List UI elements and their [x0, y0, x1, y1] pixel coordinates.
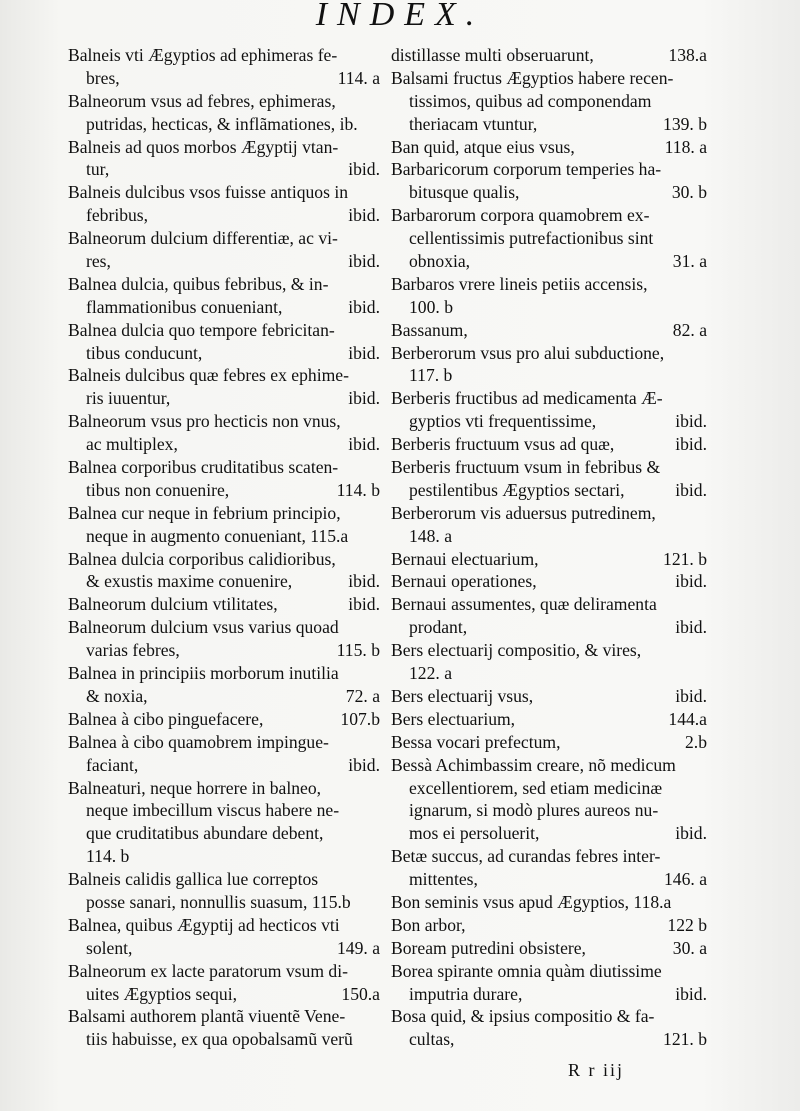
entry-text: mittentes,	[409, 869, 478, 890]
entry-text: tur,	[86, 159, 110, 180]
index-line	[64, 822, 380, 845]
index-line	[64, 593, 380, 616]
entry-text: Bers electuarij vsus,	[391, 685, 534, 706]
page-reference: 107.b	[340, 708, 380, 729]
entry-text: Balneorum dulcium vsus varius quoad	[68, 617, 339, 638]
entry-text: cultas,	[409, 1029, 455, 1050]
index-line	[387, 662, 707, 685]
index-column-right	[387, 44, 707, 1051]
entry-text: que cruditatibus abundare debent,	[86, 823, 324, 844]
index-line	[64, 410, 380, 433]
entry-text: & noxia,	[86, 685, 148, 706]
index-line	[387, 548, 707, 571]
index-line	[64, 914, 380, 937]
index-line	[387, 227, 707, 250]
index-line	[64, 319, 380, 342]
index-line	[64, 296, 380, 319]
entry-text: Balneorum vsus ad febres, ephimeras,	[68, 90, 336, 111]
page-reference: ibid.	[675, 983, 707, 1004]
index-line	[387, 204, 707, 227]
entry-text: faciant,	[86, 754, 139, 775]
index-line	[64, 1028, 380, 1051]
page-reference: 138.a	[668, 45, 707, 65]
entry-text: posse sanari, nonnullis suasum, 115.b	[86, 891, 351, 912]
page-reference: 144.a	[668, 708, 707, 729]
entry-text: neque imbecillum viscus habere ne-	[86, 800, 340, 821]
index-line	[387, 387, 707, 410]
index-line	[387, 319, 707, 342]
index-line	[387, 113, 707, 136]
entry-text: Berberorum vsus pro alui subductione,	[391, 342, 665, 363]
index-line	[387, 685, 707, 708]
index-line	[387, 845, 707, 868]
entry-text: ignarum, si modò plures aureos nu-	[409, 800, 659, 821]
page-reference: ibid.	[675, 571, 707, 592]
index-line	[387, 273, 707, 296]
entry-text: Barbaros vrere lineis petiis accensis,	[391, 273, 648, 294]
index-line	[64, 639, 380, 662]
entry-text: Betæ succus, ad curandas febres inter-	[391, 846, 661, 867]
entry-text: ac multiplex,	[86, 434, 178, 455]
index-line	[64, 777, 380, 800]
entry-text: Balneorum ex lacte paratorum vsum di-	[68, 960, 348, 981]
index-line	[387, 456, 707, 479]
entry-text: flammationibus conueniant,	[86, 296, 283, 317]
entry-text: Bon seminis vsus apud Ægyptios, 118.a	[391, 891, 672, 912]
index-line	[64, 983, 380, 1006]
index-line	[64, 754, 380, 777]
page-reference: ibid.	[348, 388, 380, 409]
index-line	[64, 845, 380, 868]
index-line	[64, 387, 380, 410]
entry-text: Bernaui operationes,	[391, 571, 537, 592]
index-line	[64, 1005, 380, 1028]
index-line	[64, 433, 380, 456]
index-line	[64, 708, 380, 731]
entry-text: febribus,	[86, 205, 149, 226]
entry-text: Balnea à cibo quamobrem impingue-	[68, 731, 329, 752]
page-reference: ibid.	[675, 479, 707, 500]
entry-text: Bers electuarium,	[391, 708, 516, 729]
entry-text: Balnea dulcia, quibus febribus, & in-	[68, 273, 329, 294]
index-line	[64, 937, 380, 960]
entry-text: Balnea dulcia corporibus calidioribus,	[68, 548, 336, 569]
entry-text: Bosa quid, & ipsius compositio & fa-	[391, 1006, 655, 1027]
index-line	[64, 158, 380, 181]
page-reference: ibid.	[348, 434, 380, 455]
page-title: INDEX.	[315, 0, 485, 33]
index-line	[64, 250, 380, 273]
entry-text: gyptios vti frequentissime,	[409, 411, 597, 432]
entry-text: Barbaricorum corporum temperies ha-	[391, 159, 662, 180]
page-reference: ibid.	[675, 685, 707, 706]
entry-text: Balsami fructus Ægyptios habere recen-	[391, 67, 674, 88]
entry-text: 148. a	[409, 525, 452, 546]
entry-text: Balnea in principiis morborum inutilia	[68, 663, 339, 684]
index-line	[64, 479, 380, 502]
entry-text: Balneis ad quos morbos Ægyptij vtan-	[68, 136, 339, 157]
index-line	[64, 685, 380, 708]
entry-text: Balnea cur neque in febrium principio,	[68, 502, 341, 523]
entry-text: Bessa vocari prefectum,	[391, 731, 561, 752]
entry-text: Balnea dulcia quo tempore febricitan-	[68, 319, 335, 340]
page-reference: ibid.	[675, 617, 707, 638]
index-line	[387, 44, 707, 67]
index-line	[64, 136, 380, 159]
index-line	[387, 983, 707, 1006]
index-line	[64, 90, 380, 113]
index-line	[64, 662, 380, 685]
entry-text: tibus non conuenire,	[86, 479, 230, 500]
entry-text: Balneis dulcibus quæ febres ex ephime-	[68, 365, 349, 386]
page-reference: ibid.	[348, 594, 380, 615]
entry-text: prodant,	[409, 617, 468, 638]
entry-text: mos ei persoluerit,	[409, 823, 540, 844]
entry-text: excellentiorem, sed etiam medicinæ	[409, 777, 663, 798]
index-line	[387, 1005, 707, 1028]
entry-text: Bessà Achimbassim creare, nõ medicum	[391, 754, 676, 775]
entry-text: bres,	[86, 67, 120, 88]
page-reference: 31. a	[672, 251, 707, 272]
index-line	[387, 525, 707, 548]
entry-text: Barbarorum corpora quamobrem ex-	[391, 205, 650, 226]
index-line	[387, 90, 707, 113]
page-reference: 30. b	[671, 182, 707, 203]
index-line	[64, 868, 380, 891]
entry-text: neque in augmento conueniant, 115.a	[86, 525, 349, 546]
entry-text: Borea spirante omnia quàm diutissime	[391, 960, 662, 981]
index-line	[64, 44, 380, 67]
page-reference: ibid.	[675, 434, 707, 455]
index-line	[387, 181, 707, 204]
page-reference: ibid.	[348, 342, 380, 363]
index-line	[387, 502, 707, 525]
entry-text: Balnea corporibus cruditatibus scaten-	[68, 457, 339, 478]
entry-text: Balnea à cibo pinguefacere,	[68, 708, 264, 729]
entry-text: Berberis fructibus ad medicamenta Æ-	[391, 388, 663, 409]
page-reference: 2.b	[685, 731, 707, 752]
page-reference: ibid.	[348, 296, 380, 317]
index-line	[64, 502, 380, 525]
entry-text: Bassanum,	[391, 319, 468, 340]
index-line	[64, 731, 380, 754]
entry-text: 114. b	[86, 846, 130, 867]
entry-text: Ban quid, atque eius vsus,	[391, 136, 575, 157]
page-reference: 146. a	[664, 869, 707, 890]
entry-text: 117. b	[409, 365, 453, 386]
index-line	[64, 616, 380, 639]
page-reference: 139. b	[663, 113, 707, 134]
page-reference: ibid.	[348, 251, 380, 272]
index-line	[387, 616, 707, 639]
entry-text: Bers electuarij compositio, & vires,	[391, 640, 642, 661]
page-reference: 122 b	[667, 914, 707, 935]
page-reference: ibid.	[348, 159, 380, 180]
page-reference: ibid.	[675, 823, 707, 844]
entry-text: res,	[86, 251, 111, 272]
index-line	[64, 273, 380, 296]
index-line	[387, 1028, 707, 1051]
index-line	[387, 891, 707, 914]
entry-text: tiis habuisse, ex qua opobalsamũ verũ	[86, 1029, 353, 1050]
signature-mark: R r iij	[568, 1060, 625, 1080]
index-line	[64, 548, 380, 571]
entry-text: cellentissimis putrefactionibus sint	[409, 228, 654, 249]
page-reference: ibid.	[675, 411, 707, 432]
index-line	[387, 868, 707, 891]
entry-text: imputria durare,	[409, 983, 523, 1004]
page-reference: 82. a	[672, 319, 707, 340]
page-reference: 72. a	[345, 685, 380, 706]
index-line	[387, 250, 707, 273]
page-reference: ibid.	[348, 571, 380, 592]
index-line	[387, 593, 707, 616]
index-line	[387, 822, 707, 845]
entry-text: Bon arbor,	[391, 914, 466, 935]
index-line	[387, 639, 707, 662]
page-reference: ibid.	[348, 205, 380, 226]
index-line	[64, 113, 380, 136]
entry-text: Balneis dulcibus vsos fuisse antiquos in	[68, 182, 349, 203]
entry-text: Boream putredini obsistere,	[391, 937, 586, 958]
page-reference: 149. a	[337, 937, 380, 958]
entry-text: 100. b	[409, 296, 453, 317]
index-line	[387, 136, 707, 159]
index-line	[64, 227, 380, 250]
index-line	[64, 570, 380, 593]
index-line	[64, 456, 380, 479]
index-line	[64, 204, 380, 227]
index-line	[387, 410, 707, 433]
index-line	[387, 158, 707, 181]
page-reference: 121. b	[663, 1029, 707, 1050]
index-line	[387, 364, 707, 387]
index-line	[64, 67, 380, 90]
entry-text: pestilentibus Ægyptios sectari,	[409, 479, 625, 500]
index-line	[387, 937, 707, 960]
entry-text: 122. a	[409, 663, 452, 684]
index-line	[387, 433, 707, 456]
entry-text: Berberorum vis aduersus putredinem,	[391, 502, 656, 523]
page-reference: 30. a	[672, 937, 707, 958]
entry-text: tissimos, quibus ad componendam	[409, 90, 652, 111]
entry-text: ris iuuentur,	[86, 388, 171, 409]
index-line	[64, 364, 380, 387]
page-reference: 118. a	[664, 136, 707, 157]
entry-text: obnoxia,	[409, 251, 471, 272]
entry-text: distillasse multi obseruarunt,	[391, 45, 594, 65]
page-reference: 114. a	[337, 67, 380, 88]
index-line	[387, 296, 707, 319]
index-line	[387, 708, 707, 731]
index-column-left	[64, 44, 380, 1051]
index-line	[387, 914, 707, 937]
entry-text: varias febres,	[86, 640, 180, 661]
index-line	[387, 777, 707, 800]
entry-text: Balneorum dulcium differentiæ, ac vi-	[68, 228, 338, 249]
entry-text: tibus conducunt,	[86, 342, 203, 363]
entry-text: Balnea, quibus Ægyptij ad hecticos vti	[68, 914, 340, 935]
index-line	[387, 960, 707, 983]
page-reference: 114. b	[336, 479, 380, 500]
index-line	[387, 67, 707, 90]
entry-text: theriacam vtuntur,	[409, 113, 538, 134]
page-reference: 150.a	[341, 983, 380, 1004]
entry-text: Balneorum dulcium vtilitates,	[68, 594, 278, 615]
entry-text: Berberis fructuum vsus ad quæ,	[391, 434, 615, 455]
entry-text: putridas, hecticas, & inflãmationes, ib.	[86, 113, 358, 134]
index-line	[64, 342, 380, 365]
page-reference: 115. b	[336, 640, 380, 661]
index-line	[64, 181, 380, 204]
entry-text: Bernaui assumentes, quæ deliramenta	[391, 594, 657, 615]
entry-text: uites Ægyptios sequi,	[86, 983, 238, 1004]
entry-text: & exustis maxime conuenire,	[86, 571, 293, 592]
entry-text: Balneaturi, neque horrere in balneo,	[68, 777, 322, 798]
page-reference: ibid.	[348, 754, 380, 775]
entry-text: Balsami authorem plantã viuentẽ Vene-	[68, 1006, 346, 1027]
entry-text: Balneis vti Ægyptios ad ephimeras fe-	[68, 45, 338, 65]
index-line	[387, 731, 707, 754]
index-line	[387, 342, 707, 365]
page-reference: 121. b	[663, 548, 707, 569]
index-line	[64, 891, 380, 914]
index-line	[387, 799, 707, 822]
entry-text: Balneorum vsus pro hecticis non vnus,	[68, 411, 341, 432]
index-line	[64, 525, 380, 548]
entry-text: Berberis fructuum vsum in febribus &	[391, 457, 661, 478]
index-line	[64, 799, 380, 822]
index-line	[387, 754, 707, 777]
entry-text: solent,	[86, 937, 133, 958]
entry-text: Balneis calidis gallica lue correptos	[68, 869, 319, 890]
entry-text: bitusque qualis,	[409, 182, 520, 203]
index-line	[387, 479, 707, 502]
index-line	[387, 570, 707, 593]
index-line	[64, 960, 380, 983]
entry-text: Bernaui electuarium,	[391, 548, 539, 569]
